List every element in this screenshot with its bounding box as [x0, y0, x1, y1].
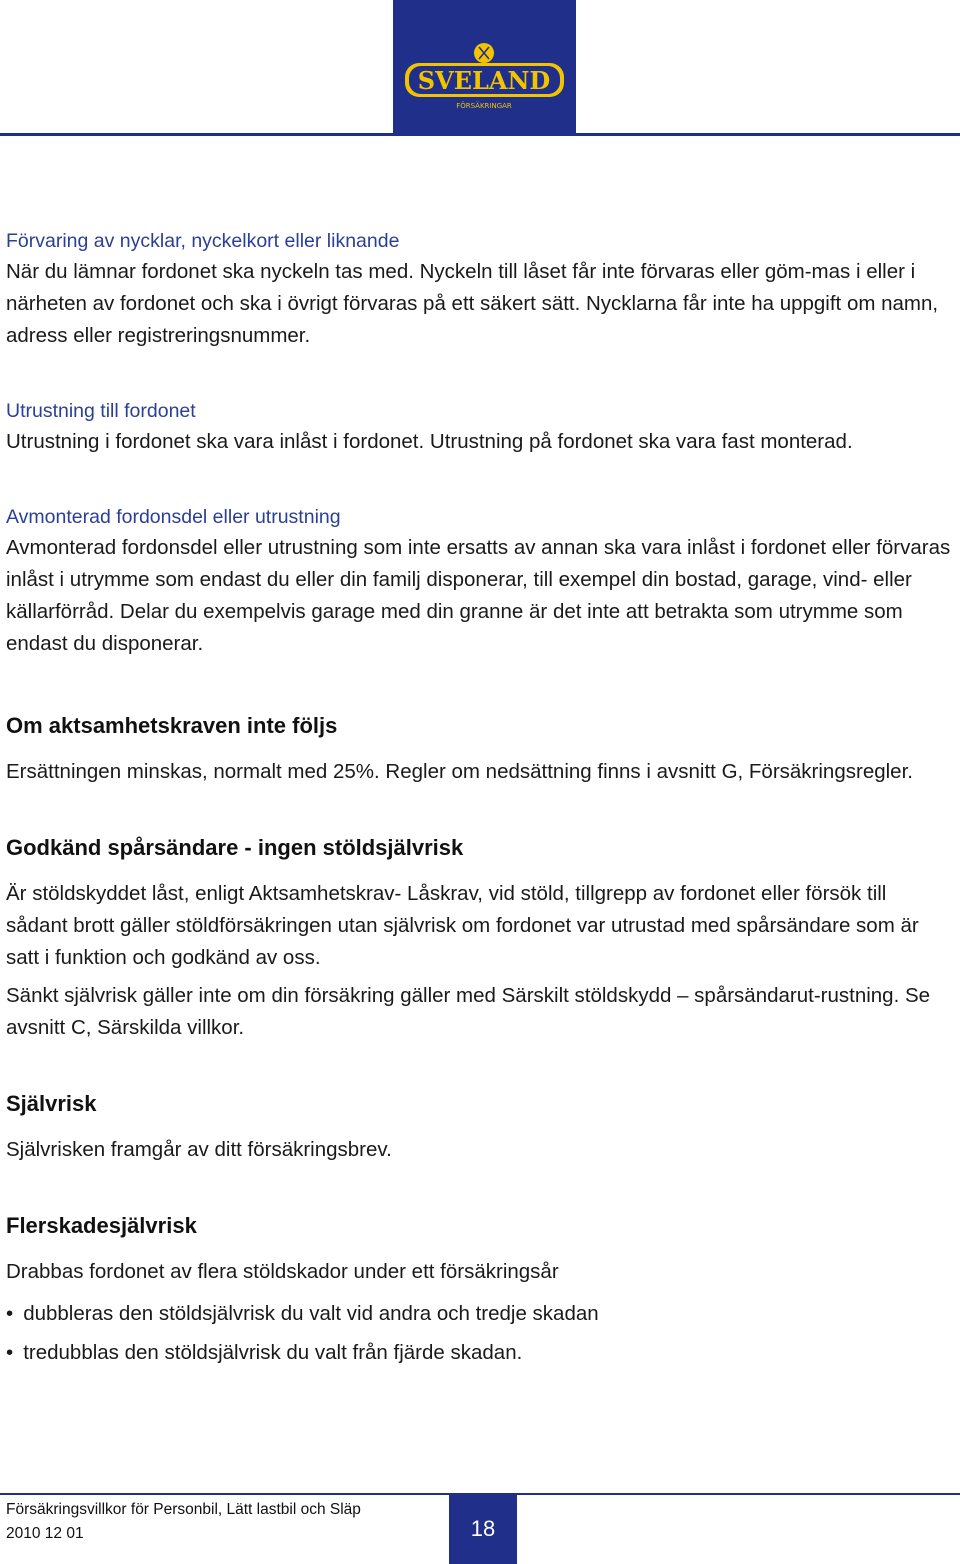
logo-subtext: FÖRSÄKRINGAR	[456, 102, 512, 110]
section-heading: Om aktsamhetskraven inte följs	[6, 713, 338, 738]
paragraph: Avmonterad fordonsdel eller utrustning som inte ersatts av annan ska vara inlåst i fordonet eller förvaras inlåst i utrymme som endast du eller din familj disponerar, till exempel din bostad, garage, vind- eller källarförråd. Delar du exempelvis garage med din granne är det inte att betrakta som utrymme som endast du disponerar.	[6, 536, 951, 655]
section-key-storage	[6, 226, 951, 352]
paragraph: Sänkt självrisk gäller inte om din försäkring gäller med Särskilt stöldskydd – spårsändarut-rustning. Se avsnitt C, Särskilda villkor.	[6, 984, 931, 1039]
section-heading: Flerskadesjälvrisk	[6, 1213, 197, 1238]
subheading: Avmonterad fordonsdel eller utrustning	[6, 506, 341, 528]
subheading: Utrustning till fordonet	[6, 400, 196, 422]
paragraph: Självrisken framgår av ditt försäkringsbrev.	[6, 1138, 392, 1161]
page-number: 18	[449, 1493, 517, 1564]
list-item: • dubbleras den stöldsjälvrisk du valt vid andra och tredje skadan	[6, 1294, 951, 1333]
bullet-list	[6, 1294, 951, 1372]
page-footer	[6, 1498, 361, 1546]
section-vehicle-equipment	[6, 396, 951, 458]
list-item: • tredubblas den stöldsjälvrisk du valt från fjärde skadan.	[6, 1333, 951, 1372]
header-rule	[0, 133, 960, 136]
section-heading: Godkänd spårsändare - ingen stöldsjälvrisk	[6, 835, 464, 860]
subheading: Förvaring av nycklar, nyckelkort eller liknande	[6, 230, 400, 252]
section-heading: Självrisk	[6, 1091, 97, 1116]
footer-title: Försäkringsvillkor för Personbil, Lätt lastbil och Släp	[6, 1501, 361, 1518]
footer-date: 2010 12 01	[6, 1525, 84, 1542]
page-header	[0, 0, 960, 140]
section-care-requirements	[6, 710, 951, 788]
logo-text: SVELAND	[417, 66, 551, 95]
document-body	[6, 226, 951, 1412]
paragraph: När du lämnar fordonet ska nyckeln tas med. Nyckeln till låset får inte förvaras eller göm-mas i eller i närheten av fordonet och ska i övrigt förvaras på ett säkert sätt. Nycklarna får inte ha uppgift om namn, adress eller registreringsnummer.	[6, 260, 939, 347]
section-deductible	[6, 1088, 951, 1166]
paragraph: Utrustning i fordonet ska vara inlåst i fordonet. Utrustning på fordonet ska vara fast monterad.	[6, 430, 853, 453]
paragraph: Ersättningen minskas, normalt med 25%. Regler om nedsättning finns i avsnitt G, Försäkringsregler.	[6, 760, 913, 783]
section-multiple-damage-deductible	[6, 1210, 951, 1372]
sveland-logo	[393, 0, 576, 134]
section-tracking-device	[6, 832, 951, 1044]
section-removed-parts	[6, 502, 951, 660]
paragraph: Är stöldskyddet låst, enligt Aktsamhetskrav- Låskrav, vid stöld, tillgrepp av fordonet eller försök till sådant brott gäller stöldförsäkringen utan självrisk om fordonet var utrustad med spårsändare som är satt i funktion och godkänd av oss.	[6, 882, 919, 969]
paragraph: Drabbas fordonet av flera stöldskador under ett försäkringsår	[6, 1260, 559, 1283]
